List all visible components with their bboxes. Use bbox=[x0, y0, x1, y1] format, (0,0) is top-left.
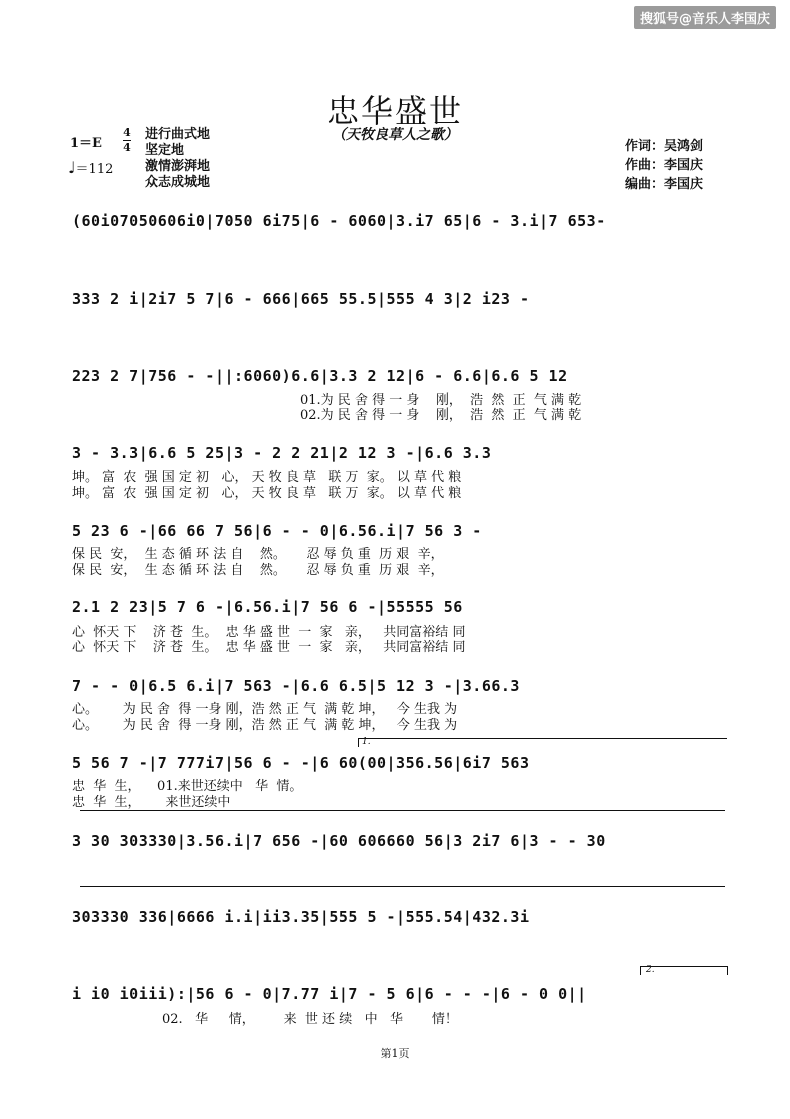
volta-1-bracket bbox=[358, 738, 727, 747]
lyric-6a: 心 怀天 下 济 苍 生。 忠 华 盛 世 一 家 亲， 共同富裕结 同 bbox=[72, 625, 466, 640]
lyric-8a: 忠 华 生， 01.来世还续中 华 情。 bbox=[72, 779, 303, 794]
staff-line-1: (60i07050606i0|7050 6i75|6 - 6060|3.i7 65|6 - 3.i|7 653- bbox=[72, 212, 606, 230]
staff-line-9: 3 30 303330|3.56.i|7 656 -|60 606660 56|3 2i7 6|3 - - 30 bbox=[72, 832, 606, 850]
staff-line-6: 2.1 2 23|5 7 6 -|6.56.i|7 56 6 -|55555 56 bbox=[72, 598, 463, 616]
song-subtitle: （天牧良草人之歌） bbox=[332, 127, 458, 143]
lyric-4b: 坤。 富 农 强 国 定 初 心， 天 牧 良 草 联 万 家。 以 草 代 粮 bbox=[72, 486, 462, 501]
meter-bottom: 4 bbox=[123, 141, 131, 154]
system-rule-1 bbox=[80, 810, 725, 811]
arranger: 编曲：李国庆 bbox=[625, 177, 704, 192]
expression-marks bbox=[145, 127, 210, 191]
composer: 作曲：李国庆 bbox=[625, 158, 704, 173]
lyric-7b: 心。 为 民 舍 得 一身 刚，浩 然 正 气 满 乾 坤， 今 生我 为 bbox=[72, 718, 458, 733]
watermark: 搜狐号@音乐人李国庆 bbox=[634, 6, 776, 29]
quarter-note-icon: ♩ bbox=[68, 158, 76, 177]
time-signature bbox=[123, 126, 131, 155]
staff-line-2: 333 2 i|2i7 5 7|6 - 666|665 55.5|555 4 3|2 i23 - bbox=[72, 290, 530, 308]
lyric-11a: 02. 华 情， 来 世 还 续 中 华 情！ bbox=[162, 1012, 458, 1027]
lyric-4a: 坤。 富 农 强 国 定 初 心， 天 牧 良 草 联 万 家。 以 草 代 粮 bbox=[72, 470, 462, 485]
staff-line-11: i i0 i0iii):|56 6 - 0|7.77 i|7 - 5 6|6 - - -|6 - 0 0|| bbox=[72, 985, 587, 1003]
song-title: 忠华盛世 bbox=[326, 92, 463, 130]
volta-2-label: 2. bbox=[646, 965, 655, 975]
expression-2: 坚定地 bbox=[145, 143, 185, 158]
staff-line-7: 7 - - 0|6.5 6.i|7 563 -|6.6 6.5|5 12 3 -|3.66.3 bbox=[72, 677, 520, 695]
system-rule-2 bbox=[80, 886, 725, 887]
tempo-marking bbox=[68, 158, 113, 177]
expression-1: 进行曲式地 bbox=[145, 127, 211, 142]
expression-3: 激情澎湃地 bbox=[145, 159, 211, 174]
staff-line-4: 3 - 3.3|6.6 5 25|3 - 2 2 21|2 12 3 -|6.6 3.3 bbox=[72, 444, 492, 462]
staff-line-10: 303330 336|6666 i.i|ii3.35|555 5 -|555.54|432.3i bbox=[72, 908, 530, 926]
lyric-3a: 01.为 民 舍 得 一 身 刚， 浩 然 正 气 满 乾 bbox=[300, 393, 582, 408]
lyric-8b: 忠 华 生， 来世还续中 bbox=[72, 795, 231, 810]
lyric-5b: 保 民 安， 生 态 循 环 法 自 然。 忍 辱 负 重 历 艰 辛， bbox=[72, 563, 444, 578]
staff-line-3: 223 2 7|756 - -||:6060)6.6|3.3 2 12|6 - 6.6|6.6 5 12 bbox=[72, 367, 568, 385]
lyric-6b: 心 怀天 下 济 苍 生。 忠 华 盛 世 一 家 亲， 共同富裕结 同 bbox=[72, 640, 466, 655]
volta-1-label: 1. bbox=[362, 737, 371, 747]
key-signature: 1＝E bbox=[70, 136, 102, 151]
lyric-3b: 02.为 民 舍 得 一 身 刚， 浩 然 正 气 满 乾 bbox=[300, 408, 582, 423]
lyricist: 作词：吴鸿剑 bbox=[625, 139, 704, 154]
lyric-7a: 心。 为 民 舍 得 一身 刚，浩 然 正 气 满 乾 坤， 今 生我 为 bbox=[72, 702, 458, 717]
staff-line-5: 5 23 6 -|66 66 7 56|6 - - 0|6.56.i|7 56 3 - bbox=[72, 522, 482, 540]
tempo-value: ＝112 bbox=[75, 162, 114, 177]
credits bbox=[625, 137, 703, 194]
meter-top: 4 bbox=[123, 126, 131, 139]
page-number: 第1页 bbox=[380, 1047, 410, 1060]
expression-4: 众志成城地 bbox=[145, 175, 211, 190]
lyric-5a: 保 民 安， 生 态 循 环 法 自 然。 忍 辱 负 重 历 艰 辛， bbox=[72, 547, 444, 562]
staff-line-8: 5 56 7 -|7 777i7|56 6 - -|6 60(00|356.56|6i7 563 bbox=[72, 754, 530, 772]
